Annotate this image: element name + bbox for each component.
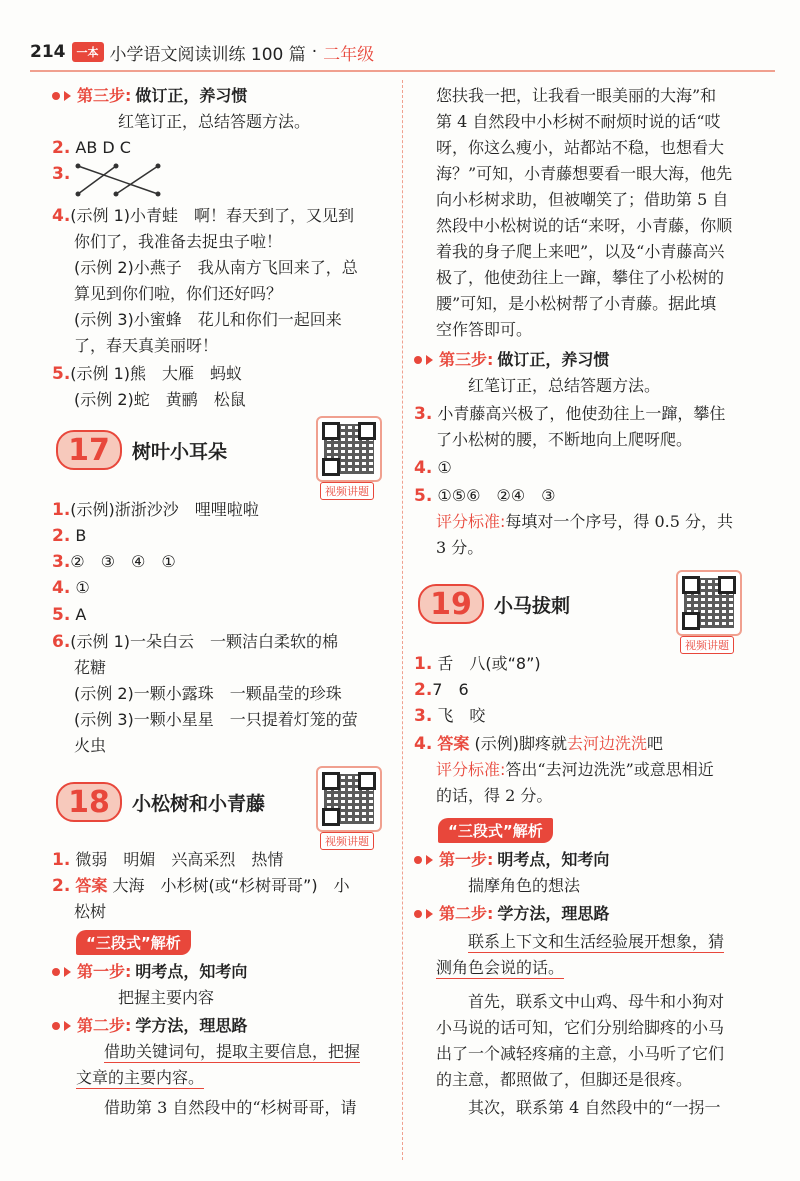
right-q5-scoring-line1: 评分标准:每填对一个序号，得 0.5 分，共 bbox=[436, 512, 734, 531]
lesson-title: 小松树和小青藤 bbox=[132, 792, 266, 815]
l19-q1: 1. 舌 八(或“8”) bbox=[414, 654, 541, 674]
right-q5-scoring-line2: 3 分。 bbox=[436, 538, 484, 557]
left-step3-heading: 第三步: 做订正，养习惯 bbox=[52, 84, 247, 108]
matching-lines-diagram bbox=[74, 160, 174, 200]
l17-q4: 4. ① bbox=[52, 578, 90, 598]
l17-q6-line3: (示例 2)一颗小露珠 一颗晶莹的珍珠 bbox=[74, 684, 342, 703]
lesson-title: 树叶小耳朵 bbox=[132, 440, 228, 463]
arrow-icon bbox=[64, 91, 71, 101]
qr-code-icon[interactable] bbox=[316, 766, 382, 832]
arrow-icon bbox=[426, 909, 433, 919]
right-para-line7: 着我的身子爬上来吧”，以及“小青藤高兴 bbox=[436, 242, 725, 261]
left-q2: 2. AB D C bbox=[52, 138, 131, 158]
three-part-analysis-tag: “三段式”解析 bbox=[76, 930, 191, 955]
l18-q2-line2: 松树 bbox=[74, 902, 107, 921]
brand-logo: 一本 bbox=[72, 42, 104, 62]
l17-q1: 1.(示例)浙浙沙沙 哩哩啦啦 bbox=[52, 500, 259, 520]
left-q4-line5: (示例 3)小蜜蜂 花儿和你们一起回来 bbox=[74, 310, 342, 329]
right-step1-heading: 第一步: 明考点，知考向 bbox=[414, 848, 609, 872]
left-q4-line2: 你们了，我准备去捉虫子啦！ bbox=[74, 232, 283, 251]
grade-label: 二年级 bbox=[323, 44, 375, 65]
l19-q4-scoring-line1: 评分标准:答出“去河边洗洗”或意思相近 bbox=[436, 760, 714, 779]
right-step3-text: 红笔订正，总结答题方法。 bbox=[468, 376, 661, 395]
right-para-line9: 腰”可知，是小松树帮了小青藤。据此填 bbox=[436, 294, 717, 313]
bullet-icon bbox=[414, 356, 422, 364]
page-header bbox=[30, 38, 374, 66]
l19-q2: 2.7 6 bbox=[414, 680, 469, 700]
left-q4-line1: 4.(示例 1)小青蛙 啊！春天到了，又见到 bbox=[52, 206, 355, 226]
right-step2-line1: 联系上下文和生活经验展开想象，猜 bbox=[468, 932, 725, 951]
left-q4-line6: 了，春天真美丽呀！ bbox=[74, 336, 219, 355]
header-rule bbox=[30, 70, 775, 72]
l17-q2: 2. B bbox=[52, 526, 87, 546]
left-step2-line2: 文章的主要内容。 bbox=[76, 1068, 205, 1087]
qr-code-icon[interactable] bbox=[676, 570, 742, 636]
l18-q1: 1. 微弱 明媚 兴高采烈 热情 bbox=[52, 850, 284, 870]
bullet-icon bbox=[414, 856, 422, 864]
column-divider bbox=[402, 80, 403, 1160]
right-para-line6: 然段中小松树说的话“来呀，小青藤，你顺 bbox=[436, 216, 733, 235]
right-para2-line1: 其次，联系第 4 自然段中的“一拐一 bbox=[468, 1098, 721, 1117]
l17-q3: 3.② ③ ④ ① bbox=[52, 552, 176, 572]
right-para1-line4: 的主意，都照做了，但脚还是很疼。 bbox=[436, 1070, 693, 1089]
lesson-number-badge: 19 bbox=[418, 584, 484, 624]
right-q3-line1: 3. 小青藤高兴极了，他使劲往上一蹿，攀住 bbox=[414, 404, 726, 424]
right-para-line3: 呀，你这么瘦小，站都站不稳，也想看大 bbox=[436, 138, 725, 157]
left-q4-line3: (示例 2)小燕子 我从南方飞回来了，总 bbox=[74, 258, 358, 277]
right-step2-heading: 第二步: 学方法，理思路 bbox=[414, 902, 609, 926]
lesson-title: 小马拔刺 bbox=[494, 594, 571, 617]
header-dot: · bbox=[311, 42, 318, 62]
l19-q4: 4. 答案 (示例)脚疼就去河边洗洗吧 bbox=[414, 734, 664, 754]
arrow-icon bbox=[64, 1021, 71, 1031]
left-q5-line1: 5.(示例 1)熊 大雁 蚂蚁 bbox=[52, 364, 243, 384]
bullet-icon bbox=[414, 910, 422, 918]
left-q3: 3. bbox=[52, 164, 71, 184]
left-q5-line2: (示例 2)蛇 黄鹂 松鼠 bbox=[74, 390, 246, 409]
right-step2-line2: 测角色会说的话。 bbox=[436, 958, 565, 977]
left-para-line1: 借助第 3 自然段中的“杉树哥哥，请 bbox=[104, 1098, 357, 1117]
video-explain-label[interactable]: 视频讲题 bbox=[320, 832, 374, 850]
bullet-icon bbox=[52, 92, 60, 100]
right-step3-heading: 第三步: 做订正，养习惯 bbox=[414, 348, 609, 372]
right-q4: 4. ① bbox=[414, 458, 452, 478]
right-para1-line3: 出了一个减轻疼痛的主意，小马听了它们 bbox=[436, 1044, 725, 1063]
lesson-18-heading bbox=[56, 782, 265, 822]
l17-q6-line4: (示例 3)一颗小星星 一只提着灯笼的萤 bbox=[74, 710, 358, 729]
right-para-line1: 您扶我一把，让我看一眼美丽的大海”和 bbox=[436, 86, 717, 105]
video-explain-label[interactable]: 视频讲题 bbox=[320, 482, 374, 500]
left-step1-text: 把握主要内容 bbox=[118, 988, 215, 1007]
left-step2-heading: 第二步: 学方法，理思路 bbox=[52, 1014, 247, 1038]
right-q3-line2: 了小松树的腰，不断地向上爬呀爬。 bbox=[436, 430, 693, 449]
l18-q2-line1: 2. 答案 大海 小杉树(或“杉树哥哥”) 小 bbox=[52, 876, 350, 896]
right-para-line2: 第 4 自然段中小杉树不耐烦时说的话“哎 bbox=[436, 112, 721, 131]
l19-q4-scoring-line2: 的话，得 2 分。 bbox=[436, 786, 553, 805]
video-explain-label[interactable]: 视频讲题 bbox=[680, 636, 734, 654]
right-para-line4: 海？”可知，小青藤想要看一眼大海，他先 bbox=[436, 164, 733, 183]
right-para-line10: 空作答即可。 bbox=[436, 320, 533, 339]
l17-q6-line2: 花糖 bbox=[74, 658, 107, 677]
lesson-19-heading bbox=[418, 584, 570, 624]
lesson-17-heading bbox=[56, 430, 227, 470]
l17-q6-line1: 6.(示例 1)一朵白云 一颗洁白柔软的棉 bbox=[52, 632, 339, 652]
lesson-number-badge: 18 bbox=[56, 782, 122, 822]
right-para-line5: 向小杉树求助，但被嘲笑了；借助第 5 自 bbox=[436, 190, 729, 209]
left-step1-heading: 第一步: 明考点，知考向 bbox=[52, 960, 247, 984]
page-number: 214 bbox=[30, 42, 66, 62]
arrow-icon bbox=[426, 855, 433, 865]
right-step1-text: 揣摩角色的想法 bbox=[468, 876, 581, 895]
left-step3-text: 红笔订正，总结答题方法。 bbox=[118, 112, 311, 131]
right-para1-line1: 首先，联系文中山鸡、母牛和小狗对 bbox=[468, 992, 725, 1011]
left-q4-line4: 算见到你们啦，你们还好吗？ bbox=[74, 284, 283, 303]
arrow-icon bbox=[64, 967, 71, 977]
left-step2-line1: 借助关键词句，提取主要信息，把握 bbox=[104, 1042, 361, 1061]
l17-q6-line5: 火虫 bbox=[74, 736, 107, 755]
bullet-icon bbox=[52, 968, 60, 976]
l17-q5: 5. A bbox=[52, 605, 87, 625]
right-para1-line2: 小马说的话可知，它们分别给脚疼的小马 bbox=[436, 1018, 725, 1037]
right-para-line8: 极了，他使劲往上一蹿，攀住了小松树的 bbox=[436, 268, 725, 287]
book-title: 小学语文阅读训练 100 篇 bbox=[109, 44, 306, 65]
l19-q3: 3. 飞 咬 bbox=[414, 706, 486, 726]
three-part-analysis-tag: “三段式”解析 bbox=[438, 818, 553, 843]
bullet-icon bbox=[52, 1022, 60, 1030]
right-q5: 5. ①⑤⑥ ②④ ③ bbox=[414, 486, 556, 506]
qr-code-icon[interactable] bbox=[316, 416, 382, 482]
arrow-icon bbox=[426, 355, 433, 365]
lesson-number-badge: 17 bbox=[56, 430, 122, 470]
